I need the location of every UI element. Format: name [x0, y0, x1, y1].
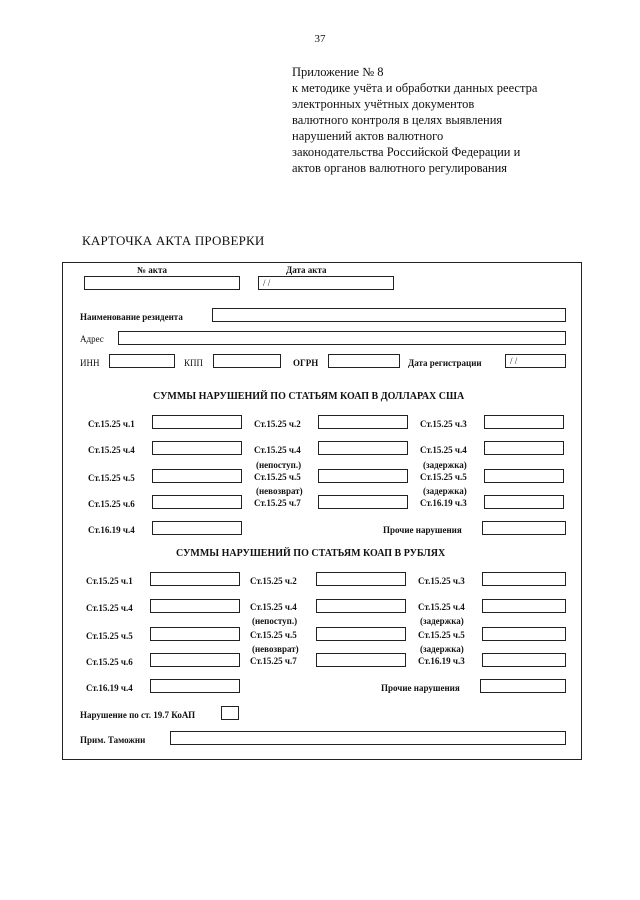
appendix-line: электронных учётных документов [292, 97, 475, 111]
card-title: КАРТОЧКА АКТА ПРОВЕРКИ [82, 233, 265, 248]
usd-1525-3-label: Ст.15.25 ч.3 [420, 419, 467, 429]
usd-1525-7-field[interactable] [318, 495, 408, 509]
usd-1525-4-nonreceipt-field[interactable] [318, 441, 408, 455]
act-date-field[interactable]: / / [258, 276, 394, 290]
usd-1525-5-field[interactable] [152, 469, 242, 483]
usd-1525-5-delay-label: Ст.15.25 ч.5 [420, 472, 467, 482]
rub-other-label: Прочие нарушения [381, 683, 460, 693]
act-date-label: Дата акта [286, 265, 327, 275]
usd-other-label: Прочие нарушения [383, 525, 462, 535]
rub-delay-sub-2: (задержка) [420, 644, 464, 654]
usd-1619-3-label: Ст.16.19 ч.3 [420, 498, 467, 508]
resident-name-field[interactable] [212, 308, 566, 322]
rub-1525-5-nonreturn-label: Ст.15.25 ч.5 [250, 630, 297, 640]
usd-1525-5-label: Ст.15.25 ч.5 [88, 473, 135, 483]
usd-delay-sub-2: (задержка) [423, 486, 467, 496]
resident-name-label: Наименование резидента [80, 312, 183, 322]
rub-1525-4-nonreceipt-field[interactable] [316, 599, 406, 613]
rub-nonreturn-sub: (невозврат) [252, 644, 299, 654]
rub-1619-4-label: Ст.16.19 ч.4 [86, 683, 133, 693]
rub-1525-4-label: Ст.15.25 ч.4 [86, 603, 133, 613]
rub-1525-5-nonreturn-field[interactable] [316, 627, 406, 641]
customs-note-field[interactable] [170, 731, 566, 745]
usd-1525-4-delay-label: Ст.15.25 ч.4 [420, 445, 467, 455]
act-number-label: № акта [137, 265, 168, 275]
rub-1525-3-field[interactable] [482, 572, 566, 586]
appendix-line: актов органов валютного регулирования [292, 161, 508, 175]
rub-1525-5-delay-label: Ст.15.25 ч.5 [418, 630, 465, 640]
appendix-note [292, 64, 632, 176]
rub-other-field[interactable] [480, 679, 566, 693]
address-field[interactable] [118, 331, 566, 345]
rub-1525-2-field[interactable] [316, 572, 406, 586]
usd-1619-4-field[interactable] [152, 521, 242, 535]
address-label: Адрес [80, 334, 104, 344]
usd-1525-7-label: Ст.15.25 ч.7 [254, 498, 301, 508]
usd-1525-3-field[interactable] [484, 415, 564, 429]
appendix-line: к методике учёта и обработки данных реестра [292, 81, 538, 95]
usd-1619-3-field[interactable] [484, 495, 564, 509]
usd-1525-4-nonreceipt-label: Ст.15.25 ч.4 [254, 445, 301, 455]
inn-label: ИНН [80, 358, 100, 368]
reg-date-label: Дата регистрации [408, 358, 482, 368]
rub-1525-6-label: Ст.15.25 ч.6 [86, 657, 133, 667]
usd-1619-4-label: Ст.16.19 ч.4 [88, 525, 135, 535]
usd-other-field[interactable] [482, 521, 566, 535]
rub-1525-4-delay-field[interactable] [482, 599, 566, 613]
appendix-line: нарушений актов валютного [292, 129, 444, 143]
rub-1525-1-field[interactable] [150, 572, 240, 586]
rub-1619-4-field[interactable] [150, 679, 240, 693]
usd-1525-6-label: Ст.15.25 ч.6 [88, 499, 135, 509]
rub-1525-7-field[interactable] [316, 653, 406, 667]
usd-nonreturn-sub: (невозврат) [256, 486, 303, 496]
rub-1525-4-field[interactable] [150, 599, 240, 613]
usd-section-title: СУММЫ НАРУШЕНИЙ ПО СТАТЬЯМ КОАП В ДОЛЛАРАХ США [153, 391, 465, 402]
usd-nonreceipt-sub: (непоступ.) [256, 460, 302, 470]
appendix-line: законодательства Российской Федерации и [292, 145, 521, 159]
rub-1525-3-label: Ст.15.25 ч.3 [418, 576, 465, 586]
kpp-field[interactable] [213, 354, 281, 368]
rub-1525-6-field[interactable] [150, 653, 240, 667]
rub-1619-3-label: Ст.16.19 ч.3 [418, 656, 465, 666]
violation-197-label: Нарушение по ст. 19.7 КоАП [80, 710, 196, 720]
usd-delay-sub: (задержка) [423, 460, 467, 470]
usd-1525-6-field[interactable] [152, 495, 242, 509]
rub-1525-5-field[interactable] [150, 627, 240, 641]
appendix-line: валютного контроля в целях выявления [292, 113, 503, 127]
ogrn-label: ОГРН [293, 358, 319, 368]
rub-1525-4-nonreceipt-label: Ст.15.25 ч.4 [250, 602, 297, 612]
usd-1525-1-field[interactable] [152, 415, 242, 429]
rub-section-title: СУММЫ НАРУШЕНИЙ ПО СТАТЬЯМ КОАП В РУБЛЯХ [176, 548, 446, 559]
act-number-field[interactable] [84, 276, 240, 290]
usd-1525-5-nonreturn-label: Ст.15.25 ч.5 [254, 472, 301, 482]
rub-1525-1-label: Ст.15.25 ч.1 [86, 576, 133, 586]
usd-1525-4-label: Ст.15.25 ч.4 [88, 445, 135, 455]
page-number: 37 [314, 33, 326, 45]
rub-1525-4-delay-label: Ст.15.25 ч.4 [418, 602, 465, 612]
rub-1525-2-label: Ст.15.25 ч.2 [250, 576, 297, 586]
inn-field[interactable] [109, 354, 175, 368]
rub-1525-5-delay-field[interactable] [482, 627, 566, 641]
kpp-label: КПП [184, 358, 204, 368]
rub-1619-3-field[interactable] [482, 653, 566, 667]
reg-date-field[interactable]: / / [505, 354, 566, 368]
rub-1525-5-label: Ст.15.25 ч.5 [86, 631, 133, 641]
customs-note-label: Прим. Таможни [80, 735, 146, 745]
appendix-line: Приложение № 8 [292, 65, 384, 79]
ogrn-field[interactable] [328, 354, 400, 368]
usd-1525-5-nonreturn-field[interactable] [318, 469, 408, 483]
violation-197-field[interactable] [221, 706, 239, 720]
usd-1525-4-delay-field[interactable] [484, 441, 564, 455]
usd-1525-2-label: Ст.15.25 ч.2 [254, 419, 301, 429]
usd-1525-1-label: Ст.15.25 ч.1 [88, 419, 135, 429]
rub-1525-7-label: Ст.15.25 ч.7 [250, 656, 297, 666]
rub-nonreceipt-sub: (непоступ.) [252, 616, 298, 626]
usd-1525-4-field[interactable] [152, 441, 242, 455]
usd-1525-2-field[interactable] [318, 415, 408, 429]
rub-delay-sub: (задержка) [420, 616, 464, 626]
usd-1525-5-delay-field[interactable] [484, 469, 564, 483]
